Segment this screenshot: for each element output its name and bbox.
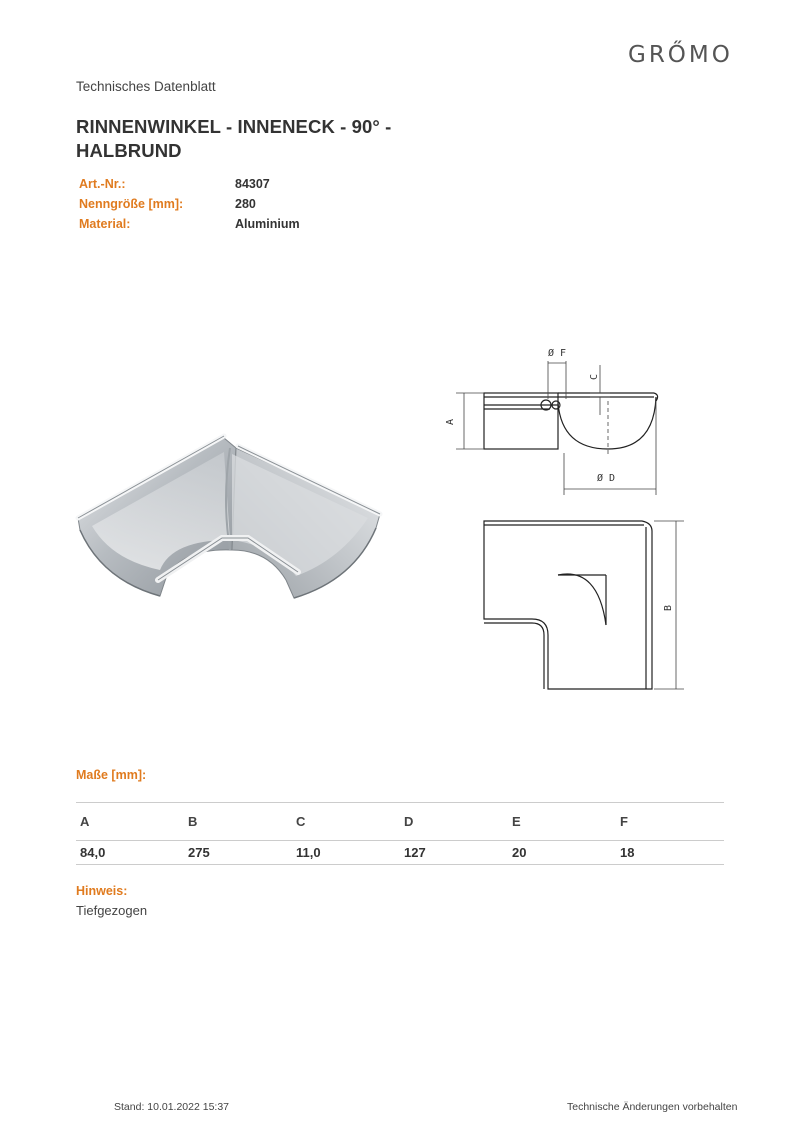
spec-row-material (79, 214, 300, 234)
dimensions-title: Maße [mm]: (76, 768, 147, 782)
spec-value: Aluminium (235, 217, 300, 231)
document-type: Technisches Datenblatt (76, 79, 216, 94)
dimensions-table (76, 802, 724, 865)
spec-value: 84307 (235, 177, 270, 191)
corner-curve (558, 574, 606, 625)
dim-label-f: Ø F (548, 348, 567, 359)
table-cell: 11,0 (292, 841, 400, 865)
table-header: C (292, 803, 400, 841)
dim-label-d: Ø D (597, 473, 616, 484)
note-text: Tiefgezogen (76, 903, 148, 918)
table-row (76, 841, 724, 865)
technical-drawing (440, 335, 700, 705)
brand-logo: GRŐMO (628, 42, 733, 68)
table-header: D (400, 803, 508, 841)
spec-label: Art.-Nr.: (79, 177, 126, 191)
page-title: RINNENWINKEL - INNENECK - 90° - HALBRUND (76, 116, 392, 161)
table-header: E (508, 803, 616, 841)
table-header: A (76, 803, 184, 841)
spec-label: Material: (79, 217, 131, 231)
dim-label-c: C (589, 373, 600, 380)
note-title: Hinweis: (76, 884, 128, 898)
table-cell: 20 (508, 841, 616, 865)
side-view-body (484, 393, 558, 449)
table-cell: 18 (616, 841, 724, 865)
product-photo (72, 430, 392, 610)
table-header: B (184, 803, 292, 841)
footer-disclaimer: Technische Änderungen vorbehalten (567, 1101, 738, 1113)
gutter-profile (558, 397, 656, 449)
table-header-row (76, 803, 724, 841)
spec-list (79, 174, 300, 234)
dim-label-a: A (445, 418, 456, 425)
table-cell: 127 (400, 841, 508, 865)
table-cell: 84,0 (76, 841, 184, 865)
top-view-outline (484, 521, 652, 689)
spec-row-article (79, 174, 300, 194)
spec-row-size (79, 194, 300, 214)
table-header: F (616, 803, 724, 841)
dim-label-b: B (663, 604, 674, 611)
footer-date: Stand: 10.01.2022 15:37 (114, 1101, 230, 1113)
spec-label: Nenngröße [mm]: (79, 197, 184, 211)
spec-value: 280 (235, 197, 256, 211)
table-cell: 275 (184, 841, 292, 865)
